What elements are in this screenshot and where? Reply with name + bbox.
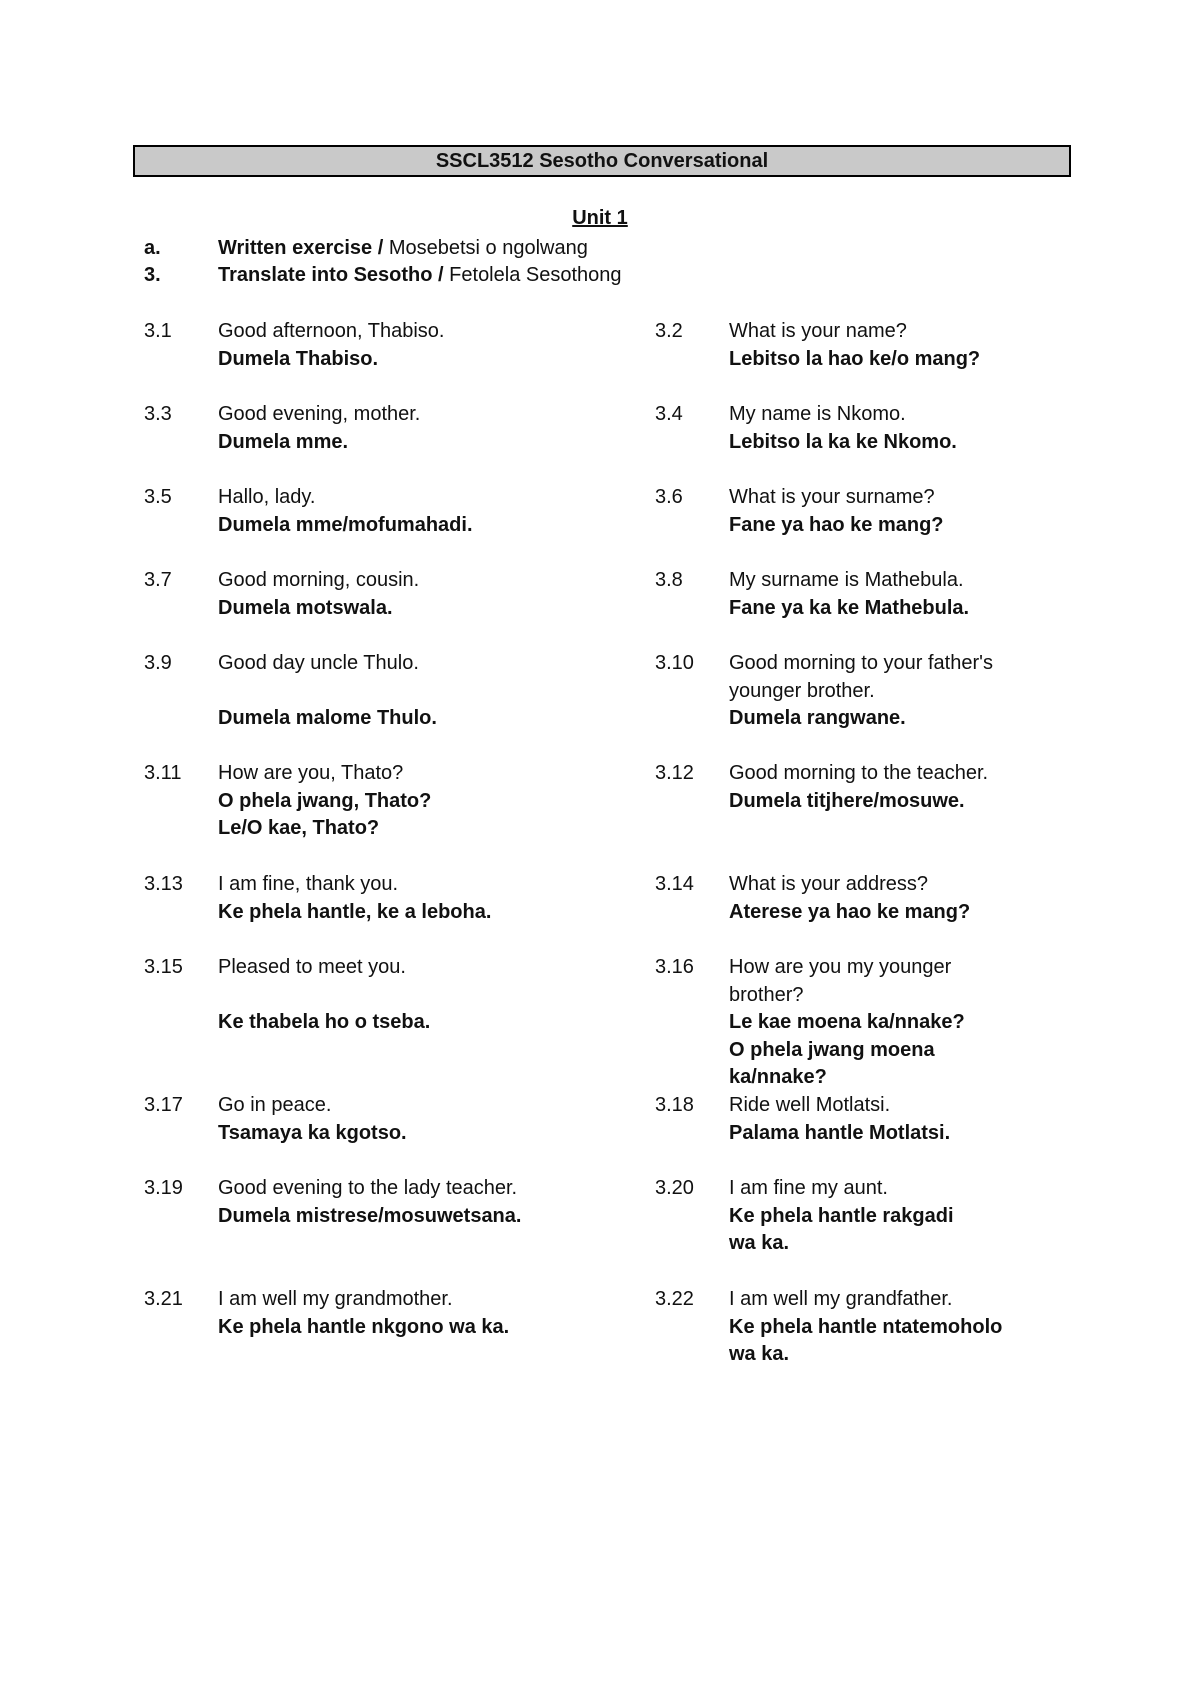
exercise-body	[218, 1286, 654, 1341]
sesotho-answer: Lebitso la hao ke/o mang?	[729, 347, 981, 370]
exercise-number: 3.4	[655, 403, 683, 425]
exercise-number: 3.21	[144, 1288, 183, 1310]
english-prompt: I am fine my aunt.	[729, 1177, 888, 1199]
unit-heading: Unit 1	[572, 207, 628, 229]
english-prompt: Good morning, cousin.	[218, 569, 420, 591]
english-prompt: How are you, Thato?	[218, 762, 404, 784]
exercise-number: 3.19	[144, 1177, 183, 1199]
exercise-number: 3.15	[144, 956, 183, 978]
sesotho-answer: Ke thabela ho o tseba.	[218, 1011, 431, 1033]
exercise-body	[729, 1175, 1075, 1258]
sesotho-answer: Ke phela hantle ntatemoholo	[729, 1315, 1003, 1338]
instruction-marker: a.	[144, 237, 161, 259]
exercise-body	[729, 318, 1075, 373]
exercise-number: 3.17	[144, 1094, 183, 1116]
exercise-body	[729, 954, 1075, 1092]
exercise-number: 3.8	[655, 569, 683, 591]
sesotho-answer: ka/nnake?	[729, 1066, 827, 1088]
exercise-body	[218, 871, 654, 926]
sesotho-answer: Dumela Thabiso.	[218, 347, 379, 370]
instruction-plain: Mosebetsi o ngolwang	[383, 237, 588, 259]
english-prompt: What is your name?	[729, 320, 907, 342]
exercise-number: 3.18	[655, 1094, 694, 1116]
sesotho-answer: Le kae moena ka/nnake?	[729, 1011, 965, 1033]
english-prompt: My name is Nkomo.	[729, 403, 906, 425]
sesotho-answer: Palama hantle Motlatsi.	[729, 1121, 951, 1144]
sesotho-answer: Dumela titjhere/mosuwe.	[729, 789, 965, 812]
exercise-body	[218, 1175, 654, 1230]
exercise-body	[729, 871, 1075, 926]
english-prompt: How are you my younger	[729, 956, 952, 978]
sesotho-answer: wa ka.	[729, 1232, 790, 1254]
line-spacer	[218, 982, 654, 1010]
document-title: SSCL3512 Sesotho Conversational	[435, 149, 769, 172]
english-prompt: Pleased to meet you.	[218, 956, 406, 978]
exercise-body	[218, 401, 654, 456]
exercise-body	[218, 318, 654, 373]
instruction-row	[144, 235, 588, 261]
english-prompt: Go in peace.	[218, 1094, 332, 1116]
instruction-row	[144, 262, 622, 288]
english-prompt: Good evening to the lady teacher.	[218, 1177, 518, 1199]
english-prompt: I am well my grandmother.	[218, 1288, 453, 1310]
sesotho-answer: Dumela malome Thulo.	[218, 707, 437, 729]
english-prompt: Good day uncle Thulo.	[218, 652, 419, 674]
exercise-body	[729, 1092, 1075, 1147]
exercise-body	[729, 650, 1075, 733]
exercise-body	[218, 650, 654, 733]
english-prompt: Hallo, lady.	[218, 486, 316, 508]
sesotho-answer: Dumela mme.	[218, 430, 349, 453]
sesotho-answer: Fane ya hao ke mang?	[729, 513, 944, 536]
exercise-number: 3.14	[655, 873, 694, 895]
english-prompt: Ride well Motlatsi.	[729, 1094, 891, 1116]
english-prompt: What is your surname?	[729, 486, 935, 508]
exercise-body	[729, 760, 1075, 815]
english-prompt: My surname is Mathebula.	[729, 569, 964, 591]
english-prompt: younger brother.	[729, 679, 875, 702]
sesotho-answer: O phela jwang, Thato?	[218, 789, 432, 812]
exercise-number: 3.9	[144, 652, 172, 674]
exercise-body	[218, 1092, 654, 1147]
english-prompt: Good afternoon, Thabiso.	[218, 320, 445, 342]
instruction-plain: Fetolela Sesothong	[443, 264, 622, 286]
exercise-body	[218, 567, 654, 622]
exercise-number: 3.13	[144, 873, 183, 895]
english-prompt: Good evening, mother.	[218, 403, 421, 425]
sesotho-answer: wa ka.	[729, 1343, 790, 1365]
exercise-number: 3.16	[655, 956, 694, 978]
exercise-body	[218, 484, 654, 539]
sesotho-answer: Tsamaya ka kgotso.	[218, 1121, 407, 1144]
english-prompt: brother?	[729, 983, 804, 1006]
sesotho-answer: Lebitso la ka ke Nkomo.	[729, 430, 957, 453]
exercise-body	[729, 401, 1075, 456]
english-prompt: I am well my grandfather.	[729, 1288, 953, 1310]
sesotho-answer: Ke phela hantle nkgono wa ka.	[218, 1315, 510, 1338]
exercise-number: 3.5	[144, 486, 172, 508]
instruction-bold: Translate into Sesotho /	[218, 264, 444, 286]
exercise-number: 3.6	[655, 486, 683, 508]
sesotho-answer: Ke phela hantle, ke a leboha.	[218, 900, 492, 923]
sesotho-answer: Dumela motswala.	[218, 596, 393, 619]
sesotho-answer: Dumela rangwane.	[729, 707, 906, 729]
exercise-number: 3.12	[655, 762, 694, 784]
exercise-number: 3.2	[655, 320, 683, 342]
exercise-number: 3.3	[144, 403, 172, 425]
exercise-number: 3.10	[655, 652, 694, 674]
sesotho-answer: Fane ya ka ke Mathebula.	[729, 596, 970, 619]
exercise-number: 3.7	[144, 569, 172, 591]
english-prompt: I am fine, thank you.	[218, 873, 399, 895]
exercise-body	[218, 760, 654, 843]
exercise-body	[218, 954, 654, 1037]
sesotho-answer: Le/O kae, Thato?	[218, 817, 380, 839]
exercise-number: 3.11	[144, 762, 182, 784]
sesotho-answer: Ke phela hantle rakgadi	[729, 1204, 954, 1227]
exercise-body	[729, 1286, 1075, 1369]
exercise-body	[729, 567, 1075, 622]
english-prompt: What is your address?	[729, 873, 928, 895]
sesotho-answer: Aterese ya hao ke mang?	[729, 900, 971, 923]
sesotho-answer: Dumela mistrese/mosuwetsana.	[218, 1204, 522, 1227]
exercise-number: 3.20	[655, 1177, 694, 1199]
document-title-box	[133, 145, 1071, 177]
exercise-number: 3.1	[144, 320, 172, 342]
line-spacer	[218, 678, 654, 706]
exercise-number: 3.22	[655, 1288, 694, 1310]
instruction-bold: Written exercise /	[218, 237, 384, 259]
instruction-marker: 3.	[144, 264, 161, 286]
english-prompt: Good morning to the teacher.	[729, 762, 989, 784]
sesotho-answer: O phela jwang moena	[729, 1038, 935, 1061]
english-prompt: Good morning to your father's	[729, 652, 993, 674]
sesotho-answer: Dumela mme/mofumahadi.	[218, 513, 473, 536]
exercise-body	[729, 484, 1075, 539]
